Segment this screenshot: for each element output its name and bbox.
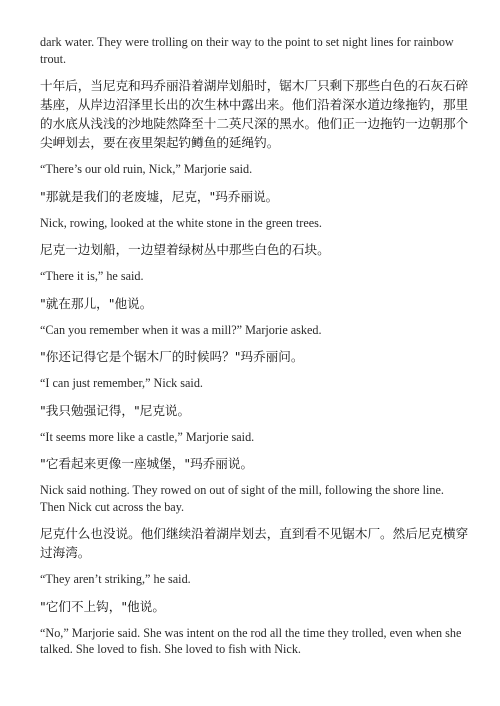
paragraph-zh-1: 十年后，当尼克和玛乔丽沿着湖岸划船时，锯木厂只剩下那些白色的石灰石碎基座，从岸边沼泽里长出的次生林中露出来。他们沿着深水道边缘拖钓，那里的水底从浅浅的沙地陡然降至十二英尺深的黑水。他们正一边拖钓一边朝那个尖岬划去，要在夜里架起钓鳟鱼的延绳钓。 xyxy=(40,78,469,150)
paragraph-zh-4: "就在那儿，"他说。 xyxy=(40,295,153,311)
paragraph-en-5: “Can you remember when it was a mill?” Marjorie asked. xyxy=(40,322,322,337)
paragraph-zh-9: "它们不上钩，"他说。 xyxy=(40,598,165,614)
paragraph-en-4: “There it is,” he said. xyxy=(40,269,144,283)
paragraph-en-9: “They aren’t striking,” he said. xyxy=(40,572,191,586)
paragraph-en-6: “I can just remember,” Nick said. xyxy=(40,376,203,390)
paragraph-zh-5: "你还记得它是个锯木厂的时候吗？"玛乔丽问。 xyxy=(40,349,304,364)
paragraph-en-8: Nick said nothing. They rowed on out of sight of the mill, following the shore line. Then Nick cut across the bay. xyxy=(40,483,444,514)
paragraph-en-2: “There’s our old ruin, Nick,” Marjorie said. xyxy=(40,162,253,176)
paragraph-zh-2: "那就是我们的老废墟，尼克，"玛乔丽说。 xyxy=(40,188,279,204)
document-page xyxy=(40,34,470,667)
paragraph-zh-7: "它看起来更像一座城堡，"玛乔丽说。 xyxy=(40,456,254,471)
paragraph-en-7: “It seems more like a castle,” Marjorie said. xyxy=(40,429,255,444)
paragraph-en-1: dark water. They were trolling on their way to the point to set night lines for rainbow trout. xyxy=(40,35,454,66)
paragraph-zh-3: 尼克一边划船，一边望着绿树丛中那些白色的石块。 xyxy=(40,242,330,257)
paragraph-zh-8: 尼克什么也没说。他们继续沿着湖岸划去，直到看不见锯木厂。然后尼克横穿过海湾。 xyxy=(40,526,469,560)
paragraph-zh-6: "我只勉强记得，"尼克说。 xyxy=(40,402,191,418)
paragraph-en-10: “No,” Marjorie said. She was intent on the rod all the time they trolled, even when she talked. She loved to fish. She loved to fish with Nick. xyxy=(40,625,462,656)
paragraph-en-3: Nick, rowing, looked at the white stone in the green trees. xyxy=(40,215,322,230)
